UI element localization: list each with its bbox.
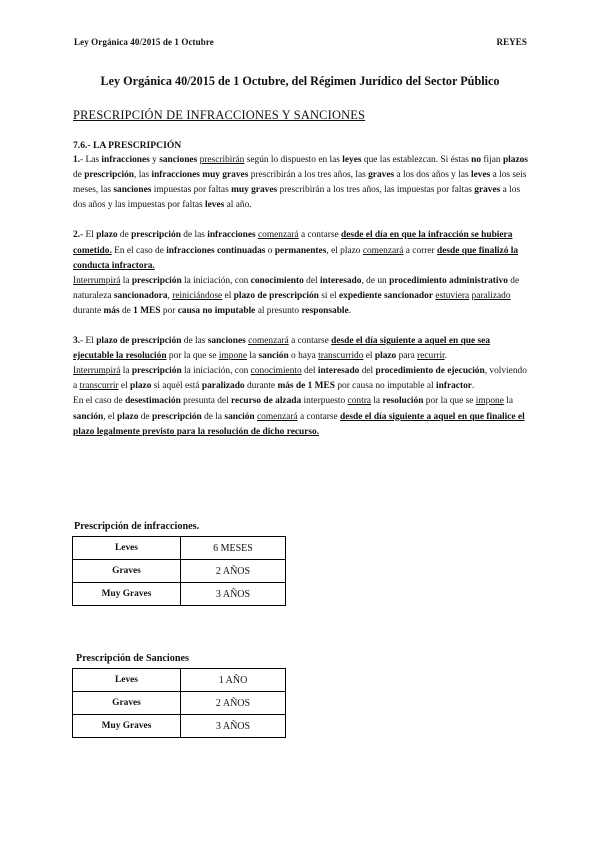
prescription-body: [73, 138, 528, 440]
table-cell-value: 3 AÑOS: [181, 715, 286, 738]
table-cell-label: Leves: [73, 669, 181, 692]
sanciones-table-caption: Prescripción de Sanciones: [76, 653, 190, 664]
table-cell-label: Graves: [73, 692, 181, 715]
table-cell-value: 3 AÑOS: [181, 583, 286, 606]
paragraph-2: 2.- El plazo de prescripción de las infracciones comenzará a contarse desde el día en que la infracción se hubiera cometido. En el caso de infracciones continuadas o permanentes, el plazo comenzará a correr desde que finalizó la conducta infractora. Interrumpirá la prescripción la iniciación, con conocimiento del interesado, de un procedimiento administrativo de naturaleza sancionadora, reiniciándose el plazo de prescripción si el expediente sancionador estuviera paralizado durante más de 1 MES por causa no imputable al presunto responsable.: [73, 230, 520, 316]
infracciones-table: [72, 536, 286, 606]
table-row: [73, 537, 286, 560]
table-row: [73, 669, 286, 692]
table-row: [73, 583, 286, 606]
running-header-left: Ley Orgánica 40/2015 de 1 Octubre: [74, 37, 214, 47]
table-cell-label: Muy Graves: [73, 583, 181, 606]
infracciones-table-caption: Prescripción de infracciones.: [74, 521, 200, 532]
table-row: [73, 715, 286, 738]
table-cell-value: 2 AÑOS: [181, 692, 286, 715]
paragraph-1: 1.- Las infracciones y sanciones prescribirán según lo dispuesto en las leyes que las establezcan. Si éstas no fijan plazos de prescripción, las infracciones muy graves prescribirán a los tres años, las graves a los dos años y las leves a los seis meses, las sanciones impuestas por faltas muy graves prescribirán a los tres años, las impuestas por faltas graves a los dos años y las impuestas por faltas leves al año.: [73, 155, 528, 211]
paragraph-3: 3.- El plazo de prescripción de las sanciones comenzará a contarse desde el día siguiente a aquel en que sea ejecutable la resolución por la que se impone la sanción o haya transcurrido el plazo para recurrir. Interrumpirá la prescripción la iniciación, con conocimiento del interesado del procedimiento de ejecución, volviendo a transcurrir el plazo si aquél está paralizado durante más de 1 MES por causa no imputable al infractor. En el caso de desestimación presunta del recurso de alzada interpuesto contra la resolución por la que se impone la sanción, el plazo de prescripción de la sanción comenzará a contarse desde el día siguiente a aquel en que finalice el plazo legalmente previsto para la resolución de dicho recurso.: [73, 336, 527, 437]
sanciones-table: [72, 668, 286, 738]
table-row: [73, 692, 286, 715]
section-title: PRESCRIPCIÓN DE INFRACCIONES Y SANCIONES: [73, 108, 366, 122]
table-row: [73, 560, 286, 583]
table-cell-label: Leves: [73, 537, 181, 560]
table-cell-value: 2 AÑOS: [181, 560, 286, 583]
table-cell-label: Graves: [73, 560, 181, 583]
table-cell-label: Muy Graves: [73, 715, 181, 738]
table-cell-value: 6 MESES: [181, 537, 286, 560]
subsection-title: 7.6.- LA PRESCRIPCIÓN: [73, 140, 182, 151]
document-title: Ley Orgánica 40/2015 de 1 Octubre, del Régimen Jurídico del Sector Público: [100, 74, 500, 88]
table-cell-value: 1 AÑO: [181, 669, 286, 692]
running-header-right: REYES: [496, 37, 527, 47]
